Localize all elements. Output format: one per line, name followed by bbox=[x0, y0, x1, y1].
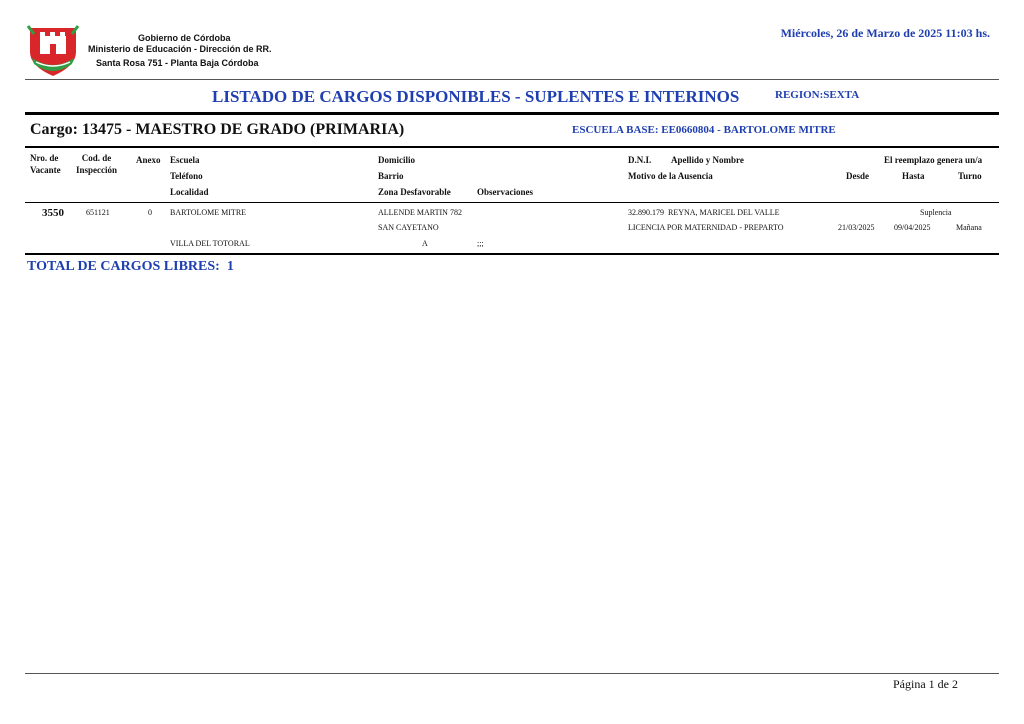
total-cargos-libres: TOTAL DE CARGOS LIBRES: 1 bbox=[27, 259, 234, 274]
col-telefono: Teléfono bbox=[170, 171, 203, 181]
page-number: Página 1 de 2 bbox=[893, 677, 958, 691]
header-divider bbox=[25, 79, 999, 80]
col-dni: D.N.I. bbox=[628, 155, 652, 165]
row-zona: A bbox=[422, 239, 428, 248]
row-turno: Mañana bbox=[956, 223, 982, 232]
col-observaciones: Observaciones bbox=[477, 187, 533, 197]
row-escuela: BARTOLOME MITRE bbox=[170, 208, 247, 217]
col-nro-vacante-line2: Vacante bbox=[30, 165, 61, 175]
org-name: Gobierno de Córdoba bbox=[138, 33, 231, 43]
title-divider bbox=[25, 112, 999, 115]
org-address: Santa Rosa 751 - Planta Baja Córdoba bbox=[96, 58, 259, 68]
col-apellido: Apellido y Nombre bbox=[671, 155, 744, 165]
cordoba-coat-of-arms-logo bbox=[26, 22, 80, 78]
row-barrio: SAN CAYETANO bbox=[378, 223, 439, 232]
row-hasta: 09/04/2025 bbox=[894, 223, 931, 232]
report-datetime: Miércoles, 26 de Marzo de 2025 11:03 hs. bbox=[780, 26, 990, 40]
row-observaciones: ;;; bbox=[477, 239, 484, 248]
region-label: REGION:SEXTA bbox=[775, 89, 860, 101]
col-motivo: Motivo de la Ausencia bbox=[628, 171, 713, 181]
row-anexo: 0 bbox=[148, 208, 152, 217]
col-localidad: Localidad bbox=[170, 187, 209, 197]
col-escuela: Escuela bbox=[170, 155, 200, 165]
col-turno: Turno bbox=[958, 171, 982, 181]
col-hasta: Hasta bbox=[902, 171, 925, 181]
col-nro-vacante-line1: Nro. de bbox=[30, 153, 59, 163]
row-motivo: LICENCIA POR MATERNIDAD - PREPARTO bbox=[628, 223, 784, 232]
report-title: LISTADO DE CARGOS DISPONIBLES - SUPLENTES E INTERINOS bbox=[212, 87, 740, 106]
cargo-heading: Cargo: 13475 - MAESTRO DE GRADO (PRIMARIA) bbox=[30, 121, 405, 138]
row-cod-inspeccion: 651121 bbox=[86, 208, 110, 217]
col-nro-vacante bbox=[30, 152, 61, 176]
row-localidad: VILLA DEL TOTORAL bbox=[170, 239, 250, 248]
col-cod-line1: Cod. de bbox=[81, 153, 112, 163]
row-domicilio: ALLENDE MARTIN 782 bbox=[378, 208, 462, 217]
col-anexo: Anexo bbox=[136, 155, 161, 165]
cargo-divider bbox=[25, 146, 999, 148]
footer-divider bbox=[25, 673, 999, 674]
col-desde: Desde bbox=[846, 171, 869, 181]
col-reemplazo: El reemplazo genera un/a bbox=[884, 155, 983, 165]
org-ministry: Ministerio de Educación - Dirección de RR. bbox=[88, 44, 272, 54]
row-nro-vacante: 3550 bbox=[42, 207, 64, 219]
col-barrio: Barrio bbox=[378, 171, 404, 181]
table-bottom-divider bbox=[25, 253, 999, 255]
row-desde: 21/03/2025 bbox=[838, 223, 875, 232]
col-cod-line2: Inspección bbox=[76, 165, 118, 175]
row-dni-nombre: 32.890.179 REYNA, MARICEL DEL VALLE bbox=[628, 208, 780, 217]
escuela-base: ESCUELA BASE: EE0660804 - BARTOLOME MITRE bbox=[572, 124, 836, 136]
columns-divider bbox=[25, 202, 999, 203]
col-domicilio: Domicilio bbox=[378, 155, 415, 165]
col-zona: Zona Desfavorable bbox=[378, 187, 451, 197]
col-cod-inspeccion bbox=[76, 152, 117, 176]
row-reemplazo: Suplencia bbox=[920, 208, 952, 217]
